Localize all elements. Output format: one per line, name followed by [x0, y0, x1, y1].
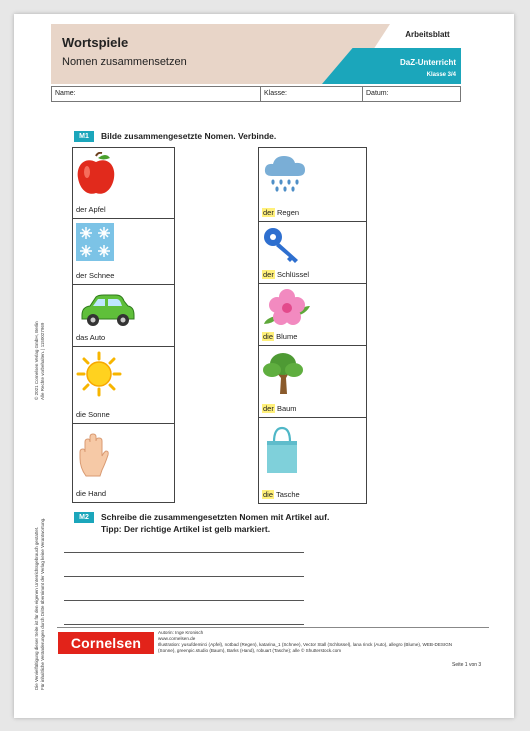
- sun-icon: [76, 351, 122, 397]
- word-label: der Regen: [263, 208, 300, 217]
- word-card-schnee[interactable]: [73, 219, 174, 284]
- word-card-regen[interactable]: [259, 148, 366, 221]
- task1-instruction: Bilde zusammengesetzte Nomen. Verbinde.: [101, 131, 277, 141]
- hand-icon: [76, 432, 110, 478]
- author-credit: Autorin: Inge Kronisch: [158, 630, 204, 635]
- page-subtitle: Nomen zusammensetzen: [62, 56, 187, 68]
- word-card-tasche[interactable]: [259, 418, 366, 503]
- word-card-blume[interactable]: [259, 284, 366, 345]
- answer-line[interactable]: [64, 600, 304, 601]
- name-bar-divider: [362, 87, 363, 101]
- word-card-hand[interactable]: [73, 424, 174, 502]
- answer-line[interactable]: [64, 576, 304, 577]
- copyright-text: © 2021 Cornelsen Verlag GmbH, Berlin: [34, 321, 39, 400]
- website-link[interactable]: www.cornelsen.de: [158, 636, 196, 641]
- word-card-apfel[interactable]: [73, 148, 174, 218]
- cornelsen-logo: Cornelsen: [58, 632, 154, 654]
- rain-cloud-icon: [262, 152, 308, 192]
- word-label: die Blume: [263, 332, 298, 341]
- permission-text: Die Vervielfältigung dieser Seite ist für den eigenen Unterrichtsgebrauch gestattet.: [34, 526, 39, 690]
- tree-icon: [262, 350, 304, 396]
- word-label: der Baum: [263, 404, 297, 413]
- bag-icon: [265, 426, 299, 474]
- illustration-credit: Illustration: yusufdemirci (Apfel), notbad (Regen), katarina_1 (Schnee), Vector Stall (Schlüssel), lana rinck (Auto), allegro (Blume), WEB-DESIGN (Sonne), greenpic.studio (Baum), Barks (Hand), robuart (Tasche); alle © Shutterstock.com: [158, 642, 453, 653]
- word-label: der Apfel: [76, 204, 106, 214]
- snow-icon: [76, 223, 114, 261]
- left-word-grid: [72, 147, 175, 503]
- task1-badge: M1: [74, 131, 94, 142]
- footer-divider: [57, 627, 489, 628]
- rights-text: Alle Rechte vorbehalten. | 1150027969: [40, 322, 45, 400]
- header-title-panel: [51, 24, 351, 84]
- word-label: die Sonne: [76, 410, 110, 420]
- car-icon: [76, 289, 136, 329]
- name-bar-divider: [260, 87, 261, 101]
- word-card-sonne[interactable]: [73, 347, 174, 423]
- word-label: die Tasche: [263, 490, 300, 499]
- side-copyright: [34, 321, 46, 400]
- answer-line[interactable]: [64, 624, 304, 625]
- page-title: Wortspiele: [62, 35, 129, 50]
- key-icon: [262, 226, 302, 264]
- class-field-label[interactable]: Klasse:: [264, 90, 287, 97]
- page-number: Seite 1 von 3: [452, 662, 482, 668]
- task2-badge: M2: [74, 512, 94, 523]
- word-label: das Auto: [76, 333, 106, 343]
- apple-icon: [76, 152, 116, 196]
- task2-instruction: [101, 511, 329, 535]
- word-card-baum[interactable]: [259, 346, 366, 417]
- word-label: der Schnee: [76, 271, 115, 280]
- name-field-label[interactable]: Name:: [55, 90, 76, 97]
- right-word-grid: [258, 147, 367, 504]
- task2-tip: Tipp: Der richtige Artikel ist gelb markiert.: [101, 524, 271, 534]
- grade-label: Klasse 3/4: [426, 72, 456, 78]
- side-permission: [34, 518, 46, 690]
- answer-line[interactable]: [64, 552, 304, 553]
- name-bar: [51, 86, 461, 102]
- date-field-label[interactable]: Datum:: [366, 90, 389, 97]
- word-card-auto[interactable]: [73, 285, 174, 346]
- subject-label: DaZ-Unterricht: [399, 58, 456, 67]
- flower-icon: [262, 288, 312, 328]
- word-card-schluessel[interactable]: [259, 222, 366, 283]
- word-label: die Hand: [76, 489, 107, 498]
- worksheet-type-label: Arbeitsblatt: [405, 30, 450, 39]
- liability-text: Für inhaltliche Veränderungen durch Dritte übernimmt der Verlag keine Verantwortung.: [40, 517, 45, 690]
- task2-instruction-text: Schreibe die zusammengesetzten Nomen mit Artikel auf.: [101, 512, 330, 522]
- footer-credits: [158, 630, 458, 654]
- word-label: der Schlüssel: [263, 270, 310, 279]
